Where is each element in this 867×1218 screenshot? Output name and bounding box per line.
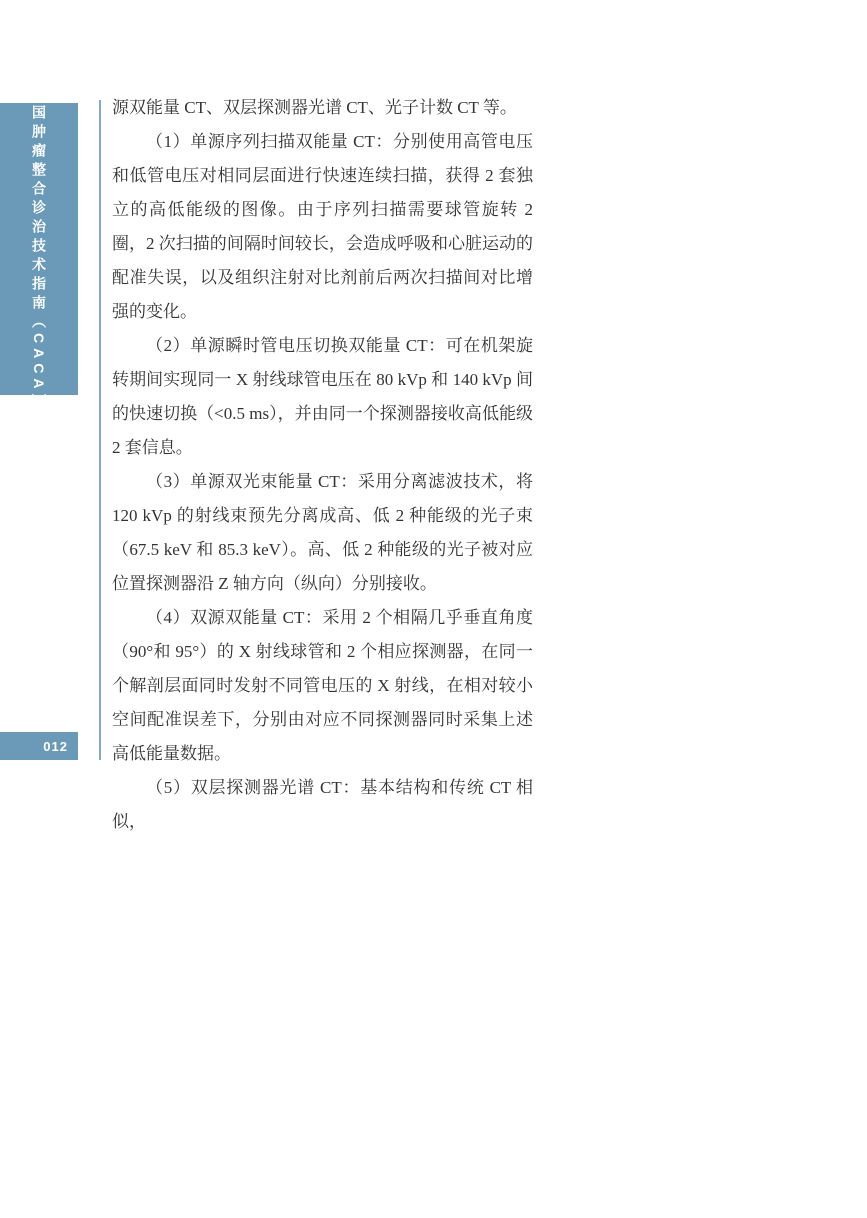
body-text <box>112 91 533 839</box>
body-paragraph: （4）双源双能量 CT：采用 2 个相隔几乎垂直角度（90°和 95°）的 X 射线球管和 2 个相应探测器，在同一个解剖层面同时发射不同管电压的 X 射线，在相对较小空间配准误差下，分别由对应不同探测器同时采集上述高低能量数据。 <box>112 608 533 763</box>
margin-rule <box>99 100 101 760</box>
book-title-vertical: 中国肿瘤整合诊治技术指南（CACA） <box>31 85 47 413</box>
body-paragraph: （2）单源瞬时管电压切换双能量 CT：可在机架旋转期间实现同一 X 射线球管电压在 80 kVp 和 140 kVp 间的快速切换（<0.5 ms），并由同一个探测器接收高低能级 2 套信息。 <box>112 336 533 457</box>
sidebar-banner <box>0 85 78 413</box>
body-paragraph: （3）单源双光束能量 CT：采用分离滤波技术，将 120 kVp 的射线束预先分离成高、低 2 种能级的光子束（67.5 keV 和 85.3 keV）。高、低 2 种能级的光子被对应位置探测器沿 Z 轴方向（纵向）分别接收。 <box>112 472 533 593</box>
body-paragraph: （1）单源序列扫描双能量 CT：分别使用高管电压和低管电压对相同层面进行快速连续扫描，获得 2 套独立的高低能级的图像。由于序列扫描需要球管旋转 2 圈，2 次扫描的间隔时间较长，会造成呼吸和心脏运动的配准失误，以及组织注射对比剂前后两次扫描间对比增强的变化。 <box>112 132 533 321</box>
page-number-badge <box>0 732 78 760</box>
body-paragraph: 源双能量 CT、双层探测器光谱 CT、光子计数 CT 等。 <box>112 98 517 117</box>
page-number: 012 <box>43 738 68 754</box>
body-paragraph: （5）双层探测器光谱 CT：基本结构和传统 CT 相似， <box>112 778 533 831</box>
